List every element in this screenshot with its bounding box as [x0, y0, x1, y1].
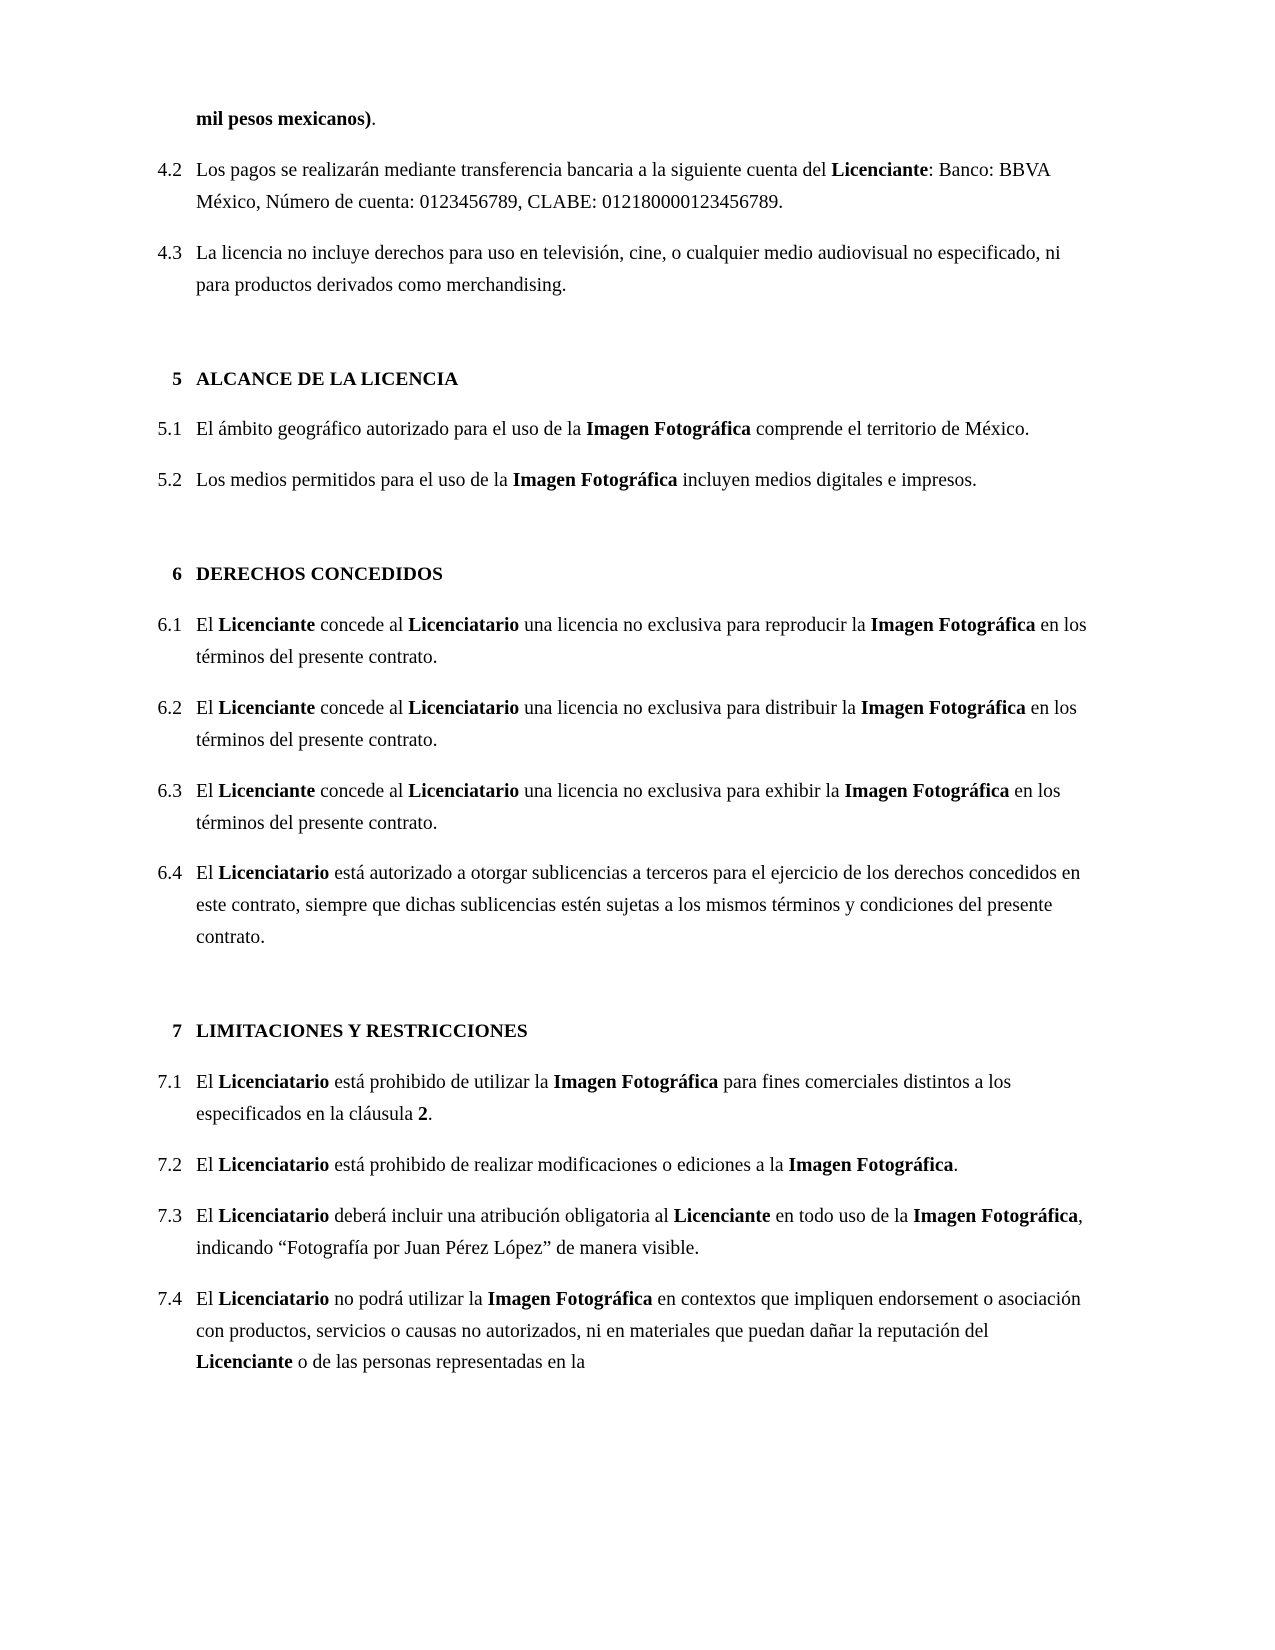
section-heading-6	[143, 559, 1090, 591]
clause-7.1	[143, 1067, 1090, 1131]
clause-text-run: está prohibido de utilizar la	[329, 1071, 554, 1093]
clause-text-run: una licencia no exclusiva para exhibir la	[519, 780, 845, 802]
emphasis-term: Imagen Fotográfica	[860, 697, 1026, 719]
emphasis-term: Licenciatario	[218, 863, 330, 885]
clause-text-run: El	[196, 1205, 219, 1227]
emphasis-term: Licenciatario	[408, 614, 520, 636]
clause-text-run: en los términos del presente contrato.	[196, 697, 1077, 751]
clause-text-run: Los medios permitidos para el uso de la	[196, 470, 513, 492]
section-heading-5	[143, 364, 1090, 396]
emphasis-term: Imagen Fotográfica	[913, 1205, 1079, 1227]
section-number: 7	[172, 1021, 182, 1043]
clause-text-run: El	[196, 863, 219, 885]
clause-7.3	[143, 1201, 1090, 1265]
emphasis-term: Licenciatario	[218, 1071, 330, 1093]
clause-text-run: El	[196, 1071, 219, 1093]
section-title: LIMITACIONES Y RESTRICCIONES	[196, 1021, 528, 1043]
clause-7.2	[143, 1150, 1090, 1182]
clause-text-run: o de las personas representadas en la	[292, 1352, 586, 1374]
clause-5.2	[143, 465, 1090, 497]
emphasis-term: Licenciatario	[218, 1154, 330, 1176]
clause-text-run: una licencia no exclusiva para distribuir la	[519, 697, 861, 719]
clause-6.4	[143, 858, 1090, 954]
document-body	[143, 104, 1090, 1379]
clause-text-run: .	[953, 1154, 959, 1176]
clause-text-run: : Banco: BBVA México, Número de cuenta: 0123456789, CLABE: 012180000123456789.	[196, 159, 1050, 213]
clause-body	[196, 693, 1090, 757]
clause-text-run: El	[196, 1154, 219, 1176]
clause-number: 5.2	[157, 470, 182, 492]
clause-text-run: está prohibido de realizar modificaciones o ediciones a la	[329, 1154, 789, 1176]
emphasis-term: Imagen Fotográfica	[487, 1288, 653, 1310]
clause-number: 7.4	[157, 1288, 182, 1310]
clause-text-run: comprende el territorio de México.	[750, 419, 1030, 441]
section-number: 5	[172, 368, 182, 390]
clause-text-run: .	[427, 1103, 433, 1125]
clause-text-run: El	[196, 697, 219, 719]
emphasis-term: Imagen Fotográfica	[512, 470, 678, 492]
emphasis-term: Licenciatario	[408, 780, 520, 802]
clause-body	[196, 776, 1090, 840]
clause-number: 7.2	[157, 1154, 182, 1176]
clause-group-4	[143, 155, 1090, 302]
clause-text-run: incluyen medios digitales e impresos.	[677, 470, 977, 492]
clause-text-run: , indicando “Fotografía por Juan Pérez López” de manera visible.	[196, 1205, 1083, 1259]
clause-number: 6.4	[157, 863, 182, 885]
emphasis-term: 2	[417, 1103, 428, 1125]
clause-text-run: en los términos del presente contrato.	[196, 780, 1061, 834]
emphasis-term: Imagen Fotográfica	[870, 614, 1036, 636]
clause-text-run: concede al	[315, 697, 409, 719]
emphasis-term: Imagen Fotográfica	[586, 419, 751, 441]
clause-number: 6.2	[157, 697, 182, 719]
clause-body	[196, 1067, 1090, 1131]
clause-6.3	[143, 776, 1090, 840]
clause-text-run: una licencia no exclusiva para reproducir la	[519, 614, 871, 636]
clause-number: 5.1	[157, 419, 182, 441]
clause-number: 4.2	[157, 159, 182, 181]
clause-text-run: El	[196, 780, 219, 802]
emphasis-term: Imagen Fotográfica	[844, 780, 1010, 802]
clause-body	[196, 1150, 1090, 1182]
clause-4.2	[143, 155, 1090, 219]
clause-number: 6.1	[157, 614, 182, 636]
clause-body	[196, 155, 1090, 219]
clause-text-run: Los pagos se realizarán mediante transferencia bancaria a la siguiente cuenta del	[196, 159, 832, 181]
clause-text-run: El	[196, 614, 219, 636]
clause-body	[196, 414, 1090, 446]
clause-number: 7.1	[157, 1071, 182, 1093]
clause-body	[196, 238, 1090, 302]
clause-text-run: El	[196, 1288, 219, 1310]
clause-body	[196, 610, 1090, 674]
clause-number: 6.3	[157, 780, 182, 802]
section-title: DERECHOS CONCEDIDOS	[196, 564, 444, 586]
clause-text-run: concede al	[315, 614, 409, 636]
section-heading-7	[143, 1016, 1090, 1048]
clause-6.1	[143, 610, 1090, 674]
clause-5.1	[143, 414, 1090, 446]
emphasis-term: Imagen Fotográfica	[788, 1154, 954, 1176]
emphasis-term: Licenciante	[218, 780, 316, 802]
clause-body	[196, 858, 1090, 954]
emphasis-term: Licenciante	[218, 697, 316, 719]
continuation-paragraph	[196, 104, 1090, 136]
clause-text-run: deberá incluir una atribución obligatoria al	[329, 1205, 674, 1227]
emphasis-term: Licenciante	[196, 1352, 293, 1374]
clause-text-run: El ámbito geográfico autorizado para el uso de la	[196, 419, 587, 441]
clause-text-run: no podrá utilizar la	[329, 1288, 488, 1310]
clause-text-run: en contextos que impliquen endorsement o asociación con productos, servicios o causas no autorizados, ni en materiales que puedan dañar la reputación del	[196, 1288, 1081, 1342]
emphasis-term: Licenciante	[831, 159, 929, 181]
clause-text-run: en todo uso de la	[770, 1205, 914, 1227]
clause-text-run: en los términos del presente contrato.	[196, 614, 1087, 668]
emphasis-term: Licenciante	[218, 614, 316, 636]
clause-4.3	[143, 238, 1090, 302]
clause-text-run: La licencia no incluye derechos para uso en televisión, cine, o cualquier medio audiovisual no especificado, ni para productos derivados como merchandising.	[196, 242, 1061, 296]
clause-6.2	[143, 693, 1090, 757]
continuation-tail: .	[371, 109, 377, 130]
clause-body	[196, 1201, 1090, 1265]
clause-number: 7.3	[157, 1205, 182, 1227]
clause-text-run: está autorizado a otorgar sublicencias a terceros para el ejercicio de los derechos concedidos en este contrato, siempre que dichas sublicencias estén sujetas a los mismos términos y condiciones del presente contrato.	[196, 863, 1081, 949]
section-title: ALCANCE DE LA LICENCIA	[196, 368, 459, 390]
clause-body	[196, 465, 1090, 497]
continuation-bold-lead: mil pesos mexicanos)	[196, 109, 372, 130]
emphasis-term: Licenciatario	[218, 1288, 330, 1310]
emphasis-term: Imagen Fotográfica	[553, 1071, 719, 1093]
emphasis-term: Licenciante	[673, 1205, 771, 1227]
emphasis-term: Licenciatario	[218, 1205, 330, 1227]
clause-number: 4.3	[157, 242, 182, 264]
emphasis-term: Licenciatario	[408, 697, 520, 719]
clause-body	[196, 1284, 1090, 1380]
clause-7.4	[143, 1284, 1090, 1380]
clause-text-run: para fines comerciales distintos a los especificados en la cláusula	[196, 1071, 1012, 1125]
clause-text-run: concede al	[315, 780, 409, 802]
section-number: 6	[172, 564, 182, 586]
section-list	[143, 364, 1090, 1380]
